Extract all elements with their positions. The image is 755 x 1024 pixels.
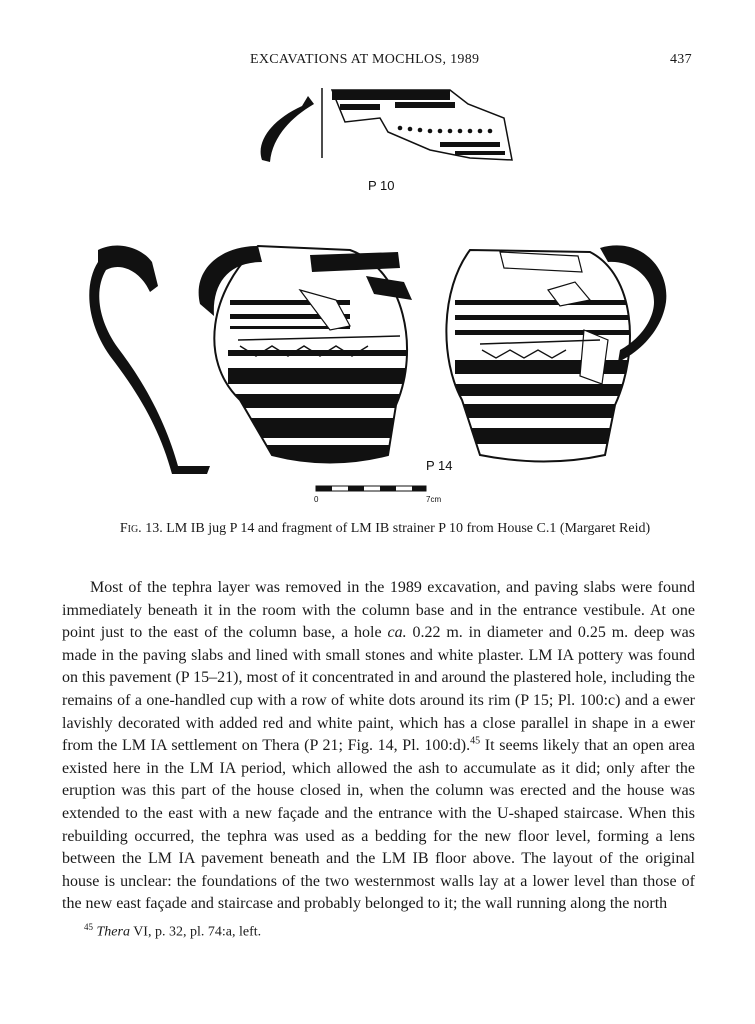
fragment-label: P 10	[368, 178, 395, 193]
jug-right-view	[426, 245, 666, 473]
jug-left-view	[199, 246, 412, 465]
running-title: EXCAVATIONS AT MOCHLOS, 1989	[250, 52, 480, 67]
body-text	[62, 577, 695, 916]
jug-profile-drawing	[89, 246, 210, 474]
page-number: 437	[670, 52, 692, 67]
paragraph-text-2: 0.22 m. in diameter and 0.25 m. deep was made in the paving slabs and lined with small stones and white plaster. LM IA pottery was found on this pavement (P 15–21), most of it concentrated in and around the plastered hole, including the remains of a one-handled cup with a row of white dots around its rim (P 15; Pl. 100:c) and a ewer lavishly decorated with added red and white paint, which has a close parallel in shape in a ewer from the LM IA settlement on Thera (P 21; Fig. 14, Pl. 100:d).	[62, 624, 695, 755]
caption-fig-label: Fig.	[119, 521, 142, 536]
jug-label: P 14	[426, 458, 453, 473]
scale-bar	[314, 486, 441, 504]
figure-caption	[85, 521, 685, 537]
paragraph-text-1: Most of the tephra layer was removed in the 1989 excavation, and paving slabs were found immediately beneath it in the room with the column base and in the entrance vestibule. At one point just to the east of the column base, a hole	[62, 579, 695, 642]
strainer-fragment-p10	[261, 88, 512, 193]
scale-start-label: 0	[314, 495, 319, 504]
scale-end-label: 7cm	[426, 495, 442, 504]
footnote	[84, 922, 684, 941]
paragraph-text-3: It seems likely that an open area existed here in the LM IA period, which allowed the ash to accumulate as it did; only after the eruption was this part of the house closed in, when the column was erected and the house was extended to the east with a new façade and the entrance with the U-shaped staircase. When this rebuilding occurred, the tephra was used as a bedding for the new floor level, forming a lens between the LM IA pavement beneath and the LM IB floor above. The layout of the original house is unclear: the foundations of the two westernmost walls lay at a lower level than those of the new east façade and staircase and probably belonged to it; the wall running along the north	[62, 737, 695, 913]
footnote-title: Thera	[96, 924, 130, 940]
body-paragraph	[62, 577, 695, 916]
footnote-number: 45	[84, 922, 93, 932]
paragraph-ca: ca.	[387, 624, 407, 642]
footnote-reference[interactable]: 45	[470, 735, 481, 747]
footnote-text: VI, p. 32, pl. 74:a, left.	[129, 924, 262, 940]
caption-text: 13. LM IB jug P 14 and fragment of LM IB strainer P 10 from House C.1 (Margaret Reid)	[141, 521, 651, 536]
